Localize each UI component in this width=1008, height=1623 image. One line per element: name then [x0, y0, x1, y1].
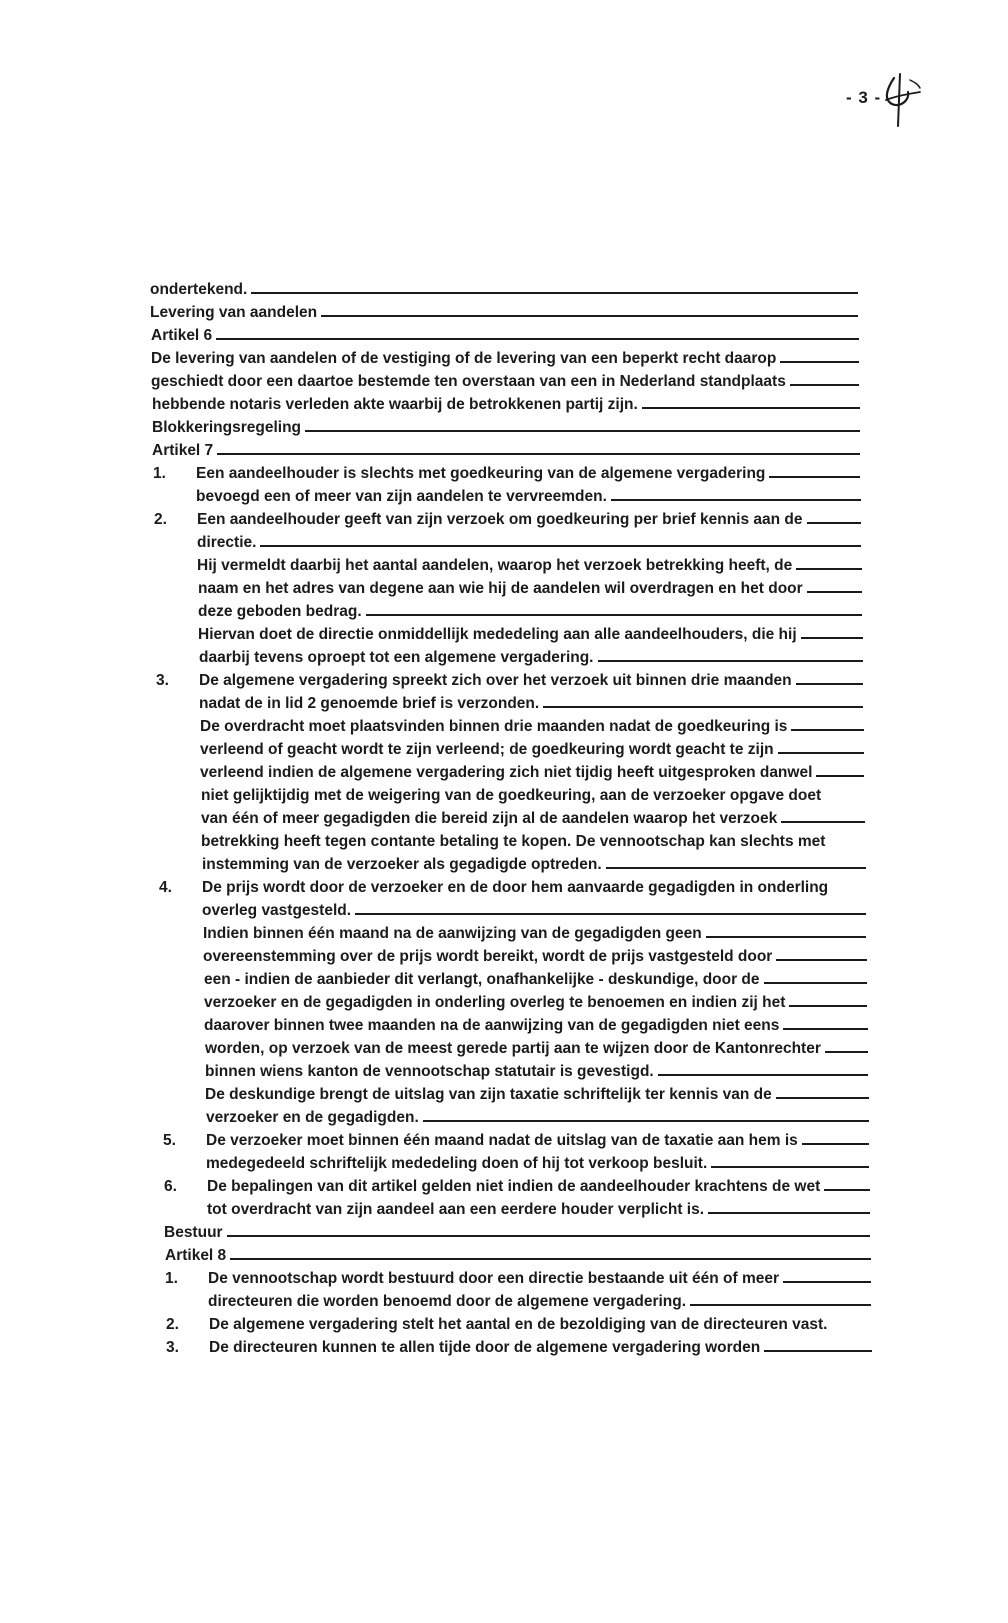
text-line [207, 1176, 870, 1198]
text-line [202, 900, 866, 922]
clause-number: 3. [166, 1339, 179, 1356]
text-line [206, 1130, 869, 1152]
section-heading [150, 302, 858, 324]
fill-rule [781, 821, 865, 823]
line-text: De verzoeker moet binnen één maand nadat de uitslag van de taxatie aan hem is [206, 1132, 798, 1149]
fill-rule [789, 1005, 867, 1007]
line-text: Artikel 6 [151, 327, 213, 344]
line-text: verleend of geacht wordt te zijn verleend; de goedkeuring wordt geacht te zijn [200, 741, 774, 758]
fill-rule [802, 1143, 869, 1145]
line-text: Artikel 8 [165, 1247, 227, 1264]
fill-rule [783, 1281, 871, 1283]
line-text: betrekking heeft tegen contante betaling te kopen. De vennootschap kan slechts met [201, 833, 826, 850]
fill-rule [778, 752, 864, 754]
text-line [204, 1015, 868, 1037]
text-line [197, 532, 861, 554]
line-text: verzoeker en de gegadigden. [206, 1109, 419, 1126]
section-heading [152, 417, 860, 439]
section-heading [165, 1245, 871, 1267]
clause-number: 5. [163, 1132, 176, 1149]
handwritten-initials-icon [880, 70, 926, 130]
line-text: nadat de in lid 2 genoemde brief is verzonden. [199, 695, 540, 712]
fill-rule [783, 1028, 868, 1030]
line-text: Bestuur [164, 1224, 223, 1241]
fill-rule [690, 1304, 871, 1306]
text-line [203, 923, 866, 945]
line-text: deze geboden bedrag. [198, 603, 362, 620]
line-text: medegedeeld schriftelijk mededeling doen of hij tot verkoop besluit. [206, 1155, 708, 1172]
page-number: - 3 - [846, 88, 882, 107]
text-line [207, 1199, 870, 1221]
line-text: instemming van de verzoeker als gegadigde optreden. [202, 856, 602, 873]
text-line [201, 831, 865, 853]
line-text: De algemene vergadering spreekt zich over het verzoek uit binnen drie maanden [199, 672, 792, 689]
clause-number: 1. [165, 1270, 178, 1287]
fill-rule [790, 384, 859, 386]
text-line [204, 992, 867, 1014]
line-text: Een aandeelhouder is slechts met goedkeuring van de algemene vergadering [196, 465, 766, 482]
text-line [152, 394, 860, 416]
clause-number: 3. [156, 672, 169, 689]
text-line [197, 509, 861, 531]
line-text: daarover binnen twee maanden na de aanwijzing van de gegadigden niet eens [204, 1017, 780, 1034]
line-text: directie. [197, 534, 257, 551]
section-heading [151, 325, 859, 347]
text-line [201, 785, 865, 807]
line-text: De algemene vergadering stelt het aantal en de bezoldiging van de directeuren vast. [209, 1316, 828, 1333]
fill-rule [801, 637, 863, 639]
fill-rule [824, 1189, 870, 1191]
fill-rule [305, 430, 860, 432]
text-line [196, 463, 860, 485]
fill-rule [791, 729, 864, 731]
fill-rule [816, 775, 864, 777]
line-text: Indien binnen één maand na de aanwijzing van de gegadigden geen [203, 925, 702, 942]
text-line [199, 693, 863, 715]
text-line [204, 969, 867, 991]
text-line [205, 1038, 868, 1060]
fill-rule [355, 913, 866, 915]
fill-rule [423, 1120, 869, 1122]
text-line [198, 624, 863, 646]
line-text: verleend indien de algemene vergadering zich niet tijdig heeft uitgesproken danwel [200, 764, 813, 781]
line-text: De levering van aandelen of de vestiging of de levering van een beperkt recht daarop [151, 350, 777, 367]
line-text: overeenstemming over de prijs wordt bereikt, wordt de prijs vastgesteld door [203, 948, 773, 965]
text-line [203, 946, 867, 968]
fill-rule [251, 292, 858, 294]
fill-rule [711, 1166, 869, 1168]
text-line [205, 1084, 869, 1106]
line-text: naam en het adres van degene aan wie hij de aandelen wil overdragen en het door [198, 580, 803, 597]
line-text: niet gelijktijdig met de weigering van de goedkeuring, aan de verzoeker opgave doet [201, 787, 822, 804]
clause-number: 4. [159, 879, 172, 896]
fill-rule [780, 361, 859, 363]
line-text: worden, op verzoek van de meest gerede partij aan te wijzen door de Kantonrechter [205, 1040, 821, 1057]
fill-rule [825, 1051, 868, 1053]
text-line [200, 716, 864, 738]
line-text: verzoeker en de gegadigden in onderling overleg te benoemen en indien zij het [204, 994, 786, 1011]
text-line [200, 739, 864, 761]
text-line [200, 762, 864, 784]
fill-rule [321, 315, 858, 317]
text-line [202, 854, 866, 876]
fill-rule [807, 591, 862, 593]
text-line [196, 486, 861, 508]
line-text: geschiedt door een daartoe bestemde ten overstaan van een in Nederland standplaats [151, 373, 786, 390]
text-line [206, 1107, 869, 1129]
text-line [201, 808, 865, 830]
fill-rule [366, 614, 862, 616]
line-text: Levering van aandelen [150, 304, 318, 321]
text-line [199, 647, 863, 669]
text-line [151, 371, 859, 393]
line-text: De directeuren kunnen te allen tijde door de algemene vergadering worden [209, 1339, 761, 1356]
line-text: bevoegd een of meer van zijn aandelen te vervreemden. [196, 488, 607, 505]
clause-number: 1. [153, 465, 166, 482]
line-text: tot overdracht van zijn aandeel aan een eerdere houder verplicht is. [207, 1201, 705, 1218]
line-text: De vennootschap wordt bestuurd door een directie bestaande uit één of meer [208, 1270, 780, 1287]
line-text: directeuren die worden benoemd door de algemene vergadering. [208, 1293, 687, 1310]
fill-rule [796, 568, 862, 570]
fill-rule [706, 936, 866, 938]
line-text: De overdracht moet plaatsvinden binnen drie maanden nadat de goedkeuring is [200, 718, 788, 735]
text-line [197, 555, 862, 577]
fill-rule [598, 660, 864, 662]
line-text: overleg vastgesteld. [202, 902, 352, 919]
fill-rule [764, 1350, 872, 1352]
fill-rule [764, 982, 867, 984]
fill-rule [708, 1212, 870, 1214]
line-text: Hiervan doet de directie onmiddellijk mededeling aan alle aandeelhouders, die hij [198, 626, 797, 643]
line-text: Een aandeelhouder geeft van zijn verzoek om goedkeuring per brief kennis aan de [197, 511, 803, 528]
fill-rule [611, 499, 861, 501]
text-line [198, 601, 862, 623]
text-line [150, 279, 858, 301]
fill-rule [543, 706, 863, 708]
text-line [206, 1153, 869, 1175]
fill-rule [796, 683, 863, 685]
line-text: De bepalingen van dit artikel gelden niet indien de aandeelhouder krachtens de wet [207, 1178, 821, 1195]
text-line [202, 877, 866, 899]
line-text: hebbende notaris verleden akte waarbij de betrokkenen partij zijn. [152, 396, 638, 413]
fill-rule [227, 1235, 870, 1237]
text-line [199, 670, 863, 692]
line-text: Artikel 7 [152, 442, 214, 459]
clause-number: 2. [154, 511, 167, 528]
fill-rule [217, 453, 860, 455]
fill-rule [769, 476, 860, 478]
text-line [151, 348, 859, 370]
line-text: daarbij tevens oproept tot een algemene vergadering. [199, 649, 594, 666]
text-line [209, 1314, 872, 1336]
line-text: Blokkeringsregeling [152, 419, 302, 436]
fill-rule [260, 545, 861, 547]
text-line [209, 1337, 872, 1359]
text-line [208, 1291, 871, 1313]
section-heading [152, 440, 860, 462]
fill-rule [776, 959, 867, 961]
fill-rule [807, 522, 861, 524]
fill-rule [606, 867, 866, 869]
fill-rule [776, 1097, 869, 1099]
line-text: ondertekend. [150, 281, 248, 298]
text-line [208, 1268, 871, 1290]
line-text: binnen wiens kanton de vennootschap statutair is gevestigd. [205, 1063, 654, 1080]
text-line [198, 578, 862, 600]
line-text: De prijs wordt door de verzoeker en de door hem aanvaarde gegadigden in onderling [202, 879, 829, 896]
clause-number: 6. [164, 1178, 177, 1195]
line-text: De deskundige brengt de uitslag van zijn taxatie schriftelijk ter kennis van de [205, 1086, 772, 1103]
line-text: Hij vermeldt daarbij het aantal aandelen, waarop het verzoek betrekking heeft, de [197, 557, 793, 574]
text-line [205, 1061, 868, 1083]
line-text: een - indien de aanbieder dit verlangt, onafhankelijke - deskundige, door de [204, 971, 760, 988]
section-heading [164, 1222, 870, 1244]
fill-rule [216, 338, 859, 340]
line-text: van één of meer gegadigden die bereid zijn al de aandelen waarop het verzoek [201, 810, 778, 827]
fill-rule [658, 1074, 868, 1076]
fill-rule [230, 1258, 871, 1260]
fill-rule [642, 407, 860, 409]
clause-number: 2. [166, 1316, 179, 1333]
